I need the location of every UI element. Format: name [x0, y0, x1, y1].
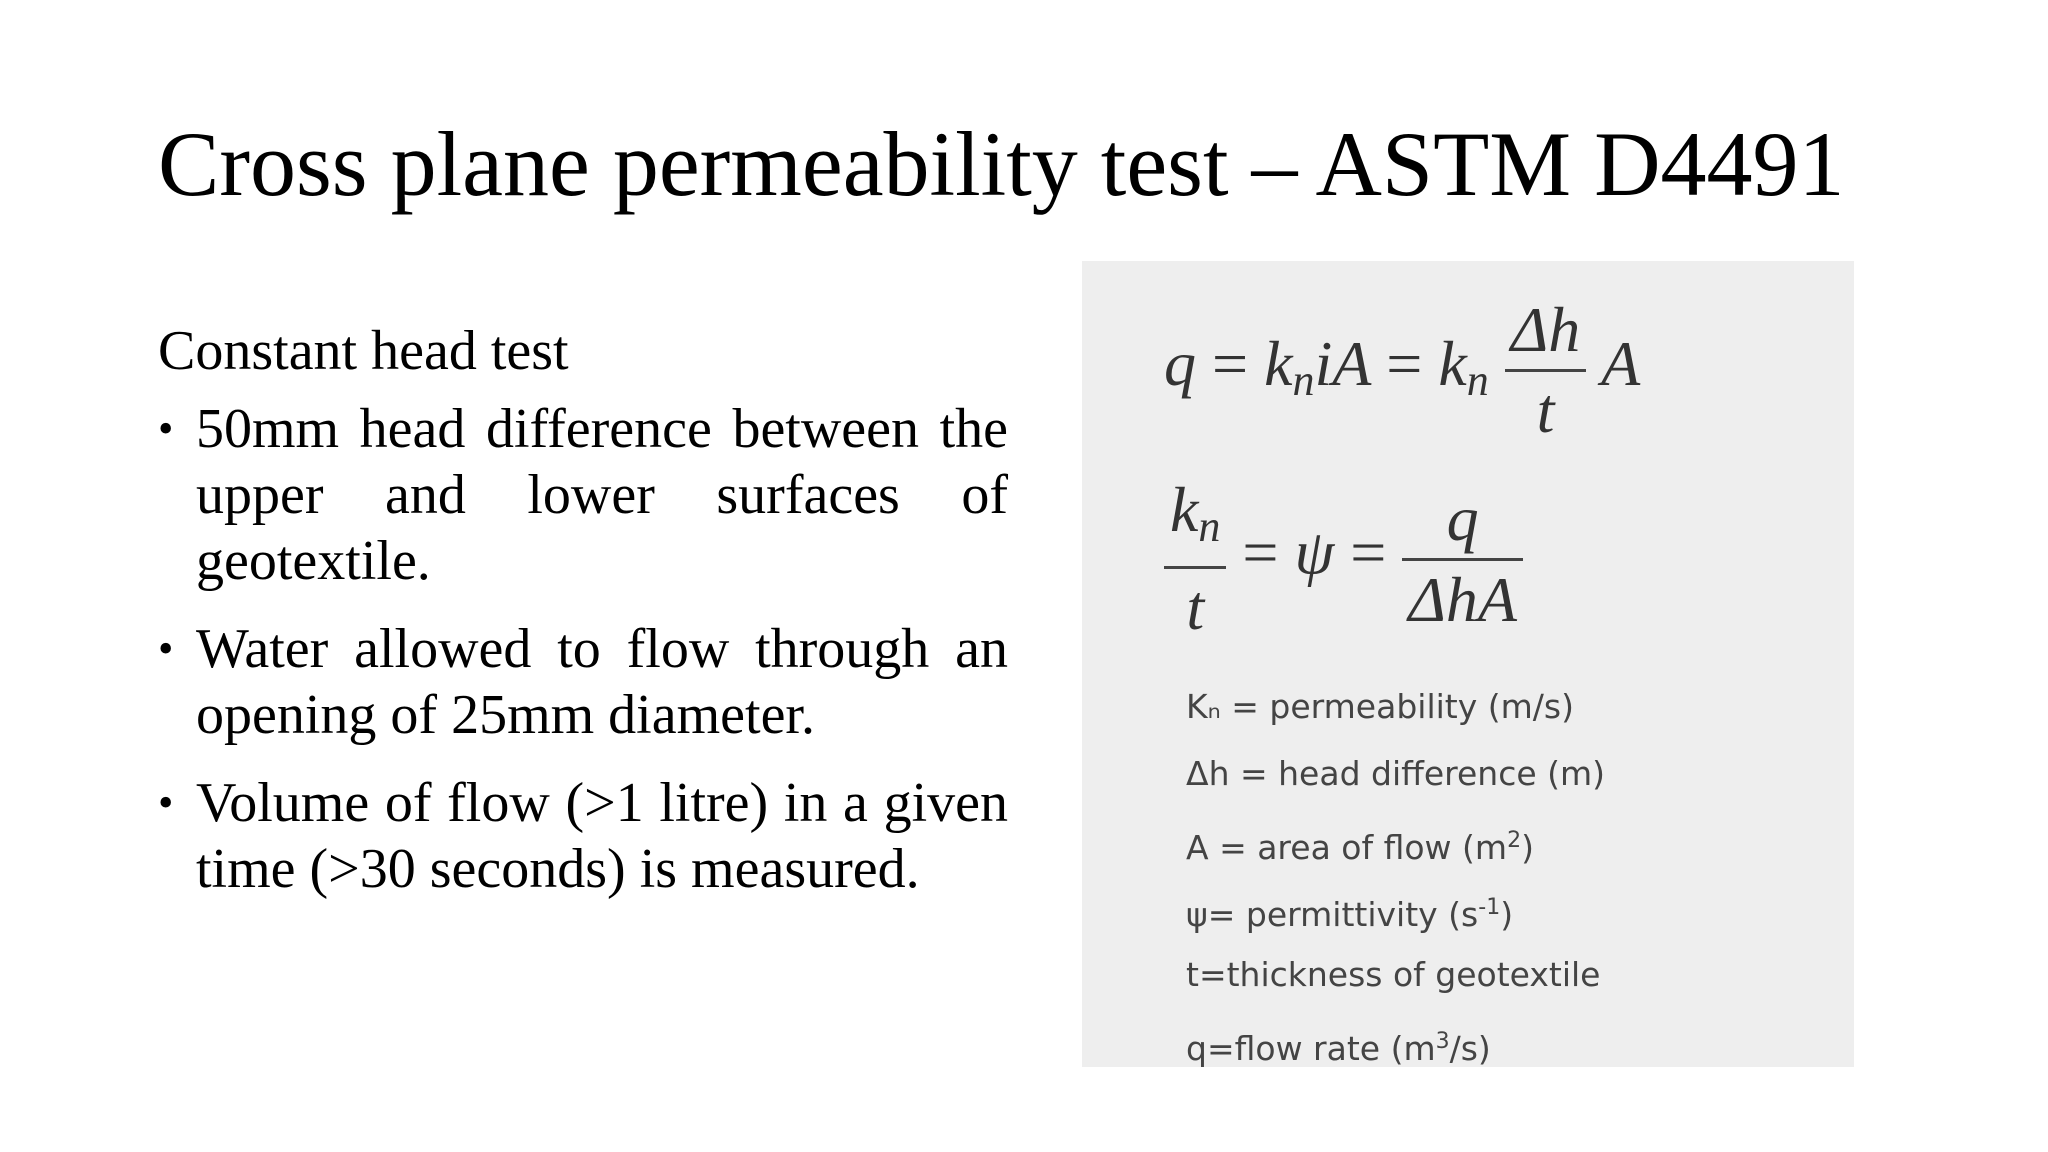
eq1-a: A [1601, 328, 1641, 400]
bullet-item [158, 770, 1008, 902]
eq1-k-2: k [1438, 328, 1467, 400]
def-superscript: -1 [1478, 895, 1501, 920]
def-symbol: q [1186, 1029, 1207, 1068]
bullet-item [158, 616, 1008, 748]
formula-image [1082, 261, 1854, 1067]
bullet-dot-icon: • [158, 404, 174, 453]
eq2-left-numerator [1164, 471, 1226, 569]
def-text: = permittivity (s [1207, 895, 1479, 934]
variable-definitions [1186, 673, 1605, 1075]
bullet-dot-icon: • [158, 778, 174, 827]
definition-line [1186, 807, 1605, 874]
eq2-k: k [1170, 474, 1199, 545]
eq1-equals: = [1212, 328, 1249, 400]
bullet-dot-icon: • [158, 624, 174, 673]
eq2-n: n [1198, 502, 1221, 551]
def-tail: ) [1500, 895, 1514, 934]
equation-permittivity [1164, 471, 1523, 647]
def-symbol: ψ [1186, 895, 1208, 934]
definition-line [1186, 740, 1605, 807]
eq2-right-numerator: q [1402, 480, 1523, 561]
eq2-equals-2: = [1350, 516, 1387, 588]
def-symbol: Kₙ [1186, 687, 1221, 726]
eq1-q: q [1164, 328, 1196, 400]
eq2-psi: ψ [1294, 516, 1335, 588]
eq1-denominator: t [1536, 375, 1555, 446]
def-symbol: A [1186, 828, 1209, 867]
def-tail: /s) [1449, 1029, 1491, 1068]
def-symbol: Δh [1186, 754, 1230, 793]
bullet-text: Volume of flow (>1 litre) in a given time (>30 seconds) is measured. [196, 772, 1008, 900]
def-text: = area of flow (m [1208, 828, 1508, 867]
eq1-n-2: n [1466, 356, 1489, 406]
eq1-fraction [1505, 291, 1587, 450]
definition-line [1186, 1008, 1605, 1075]
slide-title: Cross plane permeability test – ASTM D4491 [158, 113, 1845, 215]
def-superscript: 3 [1435, 1029, 1450, 1054]
definition-line [1186, 673, 1605, 740]
def-superscript: 2 [1507, 828, 1522, 853]
def-text: =thickness of geotextile [1198, 955, 1601, 994]
subheading: Constant head test [158, 320, 569, 382]
def-tail: ) [1521, 828, 1534, 867]
equation-permeability [1164, 291, 1640, 450]
eq1-equals-2: = [1386, 328, 1423, 400]
eq2-fraction-left [1164, 471, 1226, 647]
def-text: = permeability (m/s) [1220, 687, 1574, 726]
definition-line [1186, 941, 1605, 1008]
bullet-text: 50mm head difference between the upper and lower surfaces of geotextile. [196, 398, 1008, 592]
bullet-list [158, 396, 1008, 902]
eq1-k: k [1264, 328, 1293, 400]
eq2-equals: = [1242, 516, 1279, 588]
definition-line [1186, 874, 1605, 941]
bullet-item [158, 396, 1008, 594]
eq1-ia: iA [1314, 328, 1371, 400]
def-text: =flow rate (m [1206, 1029, 1436, 1068]
content-column [158, 318, 1008, 924]
eq2-left-denominator: t [1186, 572, 1205, 643]
def-symbol: t [1186, 955, 1199, 994]
eq1-numerator: Δh [1505, 291, 1587, 372]
eq1-n: n [1292, 356, 1315, 406]
def-text: = head difference (m) [1229, 754, 1606, 793]
eq2-fraction-right [1402, 480, 1523, 639]
bullet-text: Water allowed to flow through an opening of 25mm diameter. [196, 618, 1008, 746]
eq2-right-denominator: ΔhA [1408, 563, 1517, 635]
